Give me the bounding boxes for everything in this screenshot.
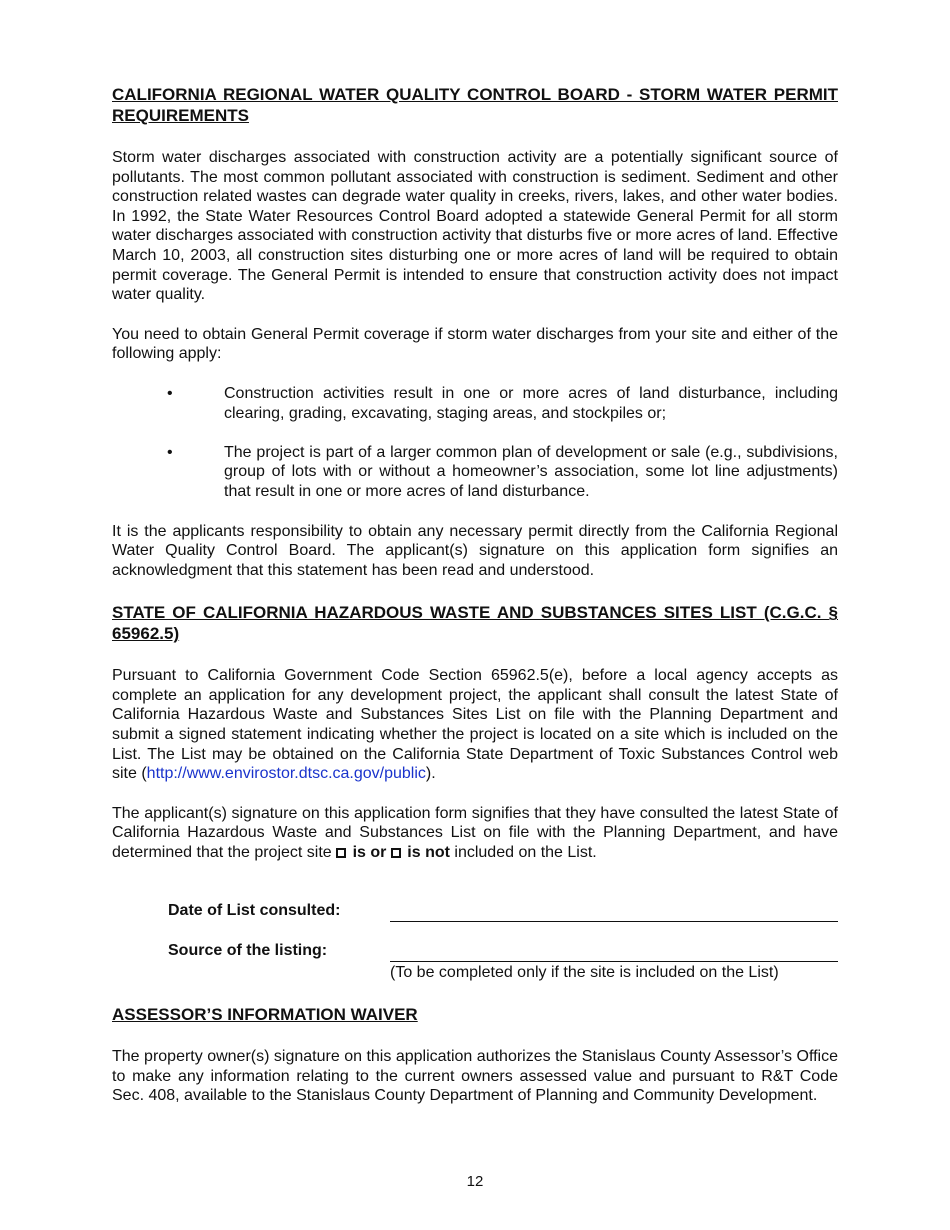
list-item: • Construction activities result in one or more acres of land disturbance, including clearing, grading, excavating, staging areas, and stockpiles or; — [167, 384, 838, 422]
is-or-label: is or — [352, 844, 387, 862]
page-number: 12 — [466, 1173, 484, 1190]
source-listing-field[interactable] — [390, 961, 838, 962]
assessor-waiver-heading: ASSESSOR’S INFORMATION WAIVER — [112, 1005, 418, 1025]
storm-water-heading: CALIFORNIA REGIONAL WATER QUALITY CONTROL BOARD - STORM WATER PERMIT REQUIREMENTS — [112, 85, 838, 125]
is-checkbox[interactable] — [336, 848, 346, 858]
storm-water-paragraph-3: It is the applicants responsibility to obtain any necessary permit directly from the California Regional Water Quality Control Board. The applicant(s) signature on this application form signifies an acknowledgment that this statement has been read and understood. — [112, 522, 838, 579]
source-listing-note: (To be completed only if the site is included on the List) — [390, 963, 779, 981]
source-listing-label: Source of the listing: — [168, 941, 328, 959]
is-not-label: is not — [407, 844, 450, 862]
date-consulted-field[interactable] — [390, 921, 838, 922]
date-consulted-row — [112, 901, 838, 923]
hazardous-waste-paragraph-1: Pursuant to California Government Code Section 65962.5(e), before a local agency accepts as complete an application for any development project, the applicant shall consult the latest State of California Hazardous Waste and Substances Sites List on file with the Planning Department and submit a signed statement indicating whether the project is located on a site which is included on the List. The List may be obtained on the California State Department of Toxic Substances Control web site (http://www.envirostor.dtsc.ca.gov/public). — [112, 667, 838, 783]
bullet-icon: • — [167, 443, 173, 461]
storm-water-paragraph-1: Storm water discharges associated with construction activity are a potentially significant source of pollutants. The most common pollutant associated with construction is sediment. Sediment and other construction related wastes can degrade water quality in creeks, rivers, lakes, and other water bodies. In 1992, the State Water Resources Control Board adopted a statewide General Permit for all storm water discharges associated with construction activity that disturbs five or more acres of land. Effective March 10, 2003, all construction sites disturbing one or more acres of land will be required to obtain permit coverage. The General Permit is intended to ensure that construction activity does not impact water quality. — [112, 149, 838, 304]
source-listing-row — [112, 941, 838, 963]
bullet-icon: • — [167, 384, 173, 402]
document-page — [112, 84, 838, 1106]
assessor-waiver-paragraph: The property owner(s) signature on this application authorizes the Stanislaus County Assessor’s Office to make any information relating to the current owners assessed value and pursuant to R&T Code Sec. 408, available to the Stanislaus County Department of Planning and Community Development. — [112, 1048, 838, 1105]
envirostor-link[interactable]: http://www.envirostor.dtsc.ca.gov/public — [146, 765, 426, 783]
hazardous-waste-paragraph-2: The applicant(s) signature on this application form signifies that they have consulted the latest State of California Hazardous Waste and Substances List on file with the Planning Department, and have determined that the project site is or is not included on the List. — [112, 804, 838, 862]
storm-water-paragraph-2: You need to obtain General Permit coverage if storm water discharges from your site and either of the following apply: — [112, 325, 838, 363]
permit-conditions-list — [112, 384, 838, 502]
hazardous-waste-heading: STATE OF CALIFORNIA HAZARDOUS WASTE AND SUBSTANCES SITES LIST (C.G.C. § 65962.5) — [112, 603, 838, 644]
is-not-checkbox[interactable] — [391, 848, 401, 858]
list-item: • The project is part of a larger common plan of development or sale (e.g., subdivisions, group of lots with or without a homeowner’s association, some lot line adjustments) that result in one or more acres of land disturbance. — [167, 443, 838, 500]
date-consulted-label: Date of List consulted: — [168, 901, 341, 919]
